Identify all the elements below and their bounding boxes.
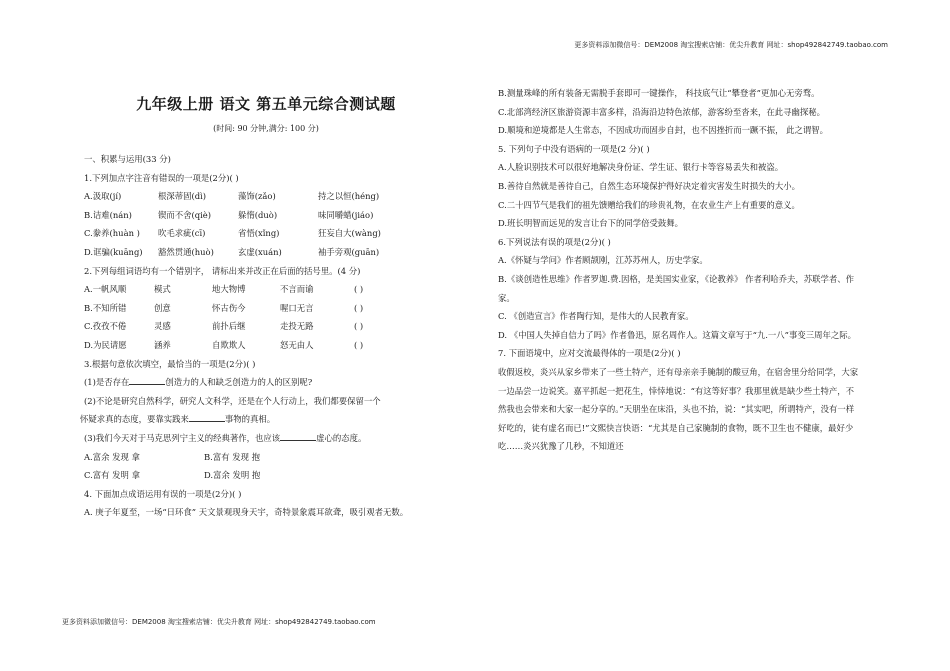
q6-option-c: C. 《创造宣言》作者陶行知，是伟大的人民教育家。 <box>498 311 694 322</box>
q2-a-answer-blank[interactable]: ( ) <box>354 284 364 295</box>
footer-watermark-note: 更多资料添加微信号：DEM2008 淘宝搜索店铺：优尖升教育 网址：shop492842749.taobao.com <box>62 618 376 626</box>
left-column <box>80 90 440 522</box>
q1-option-row <box>80 224 440 243</box>
q2-d-2: 涵养 <box>154 339 171 350</box>
q5-option-c: C.二十四节气是我们的祖先馈赠给我们的珍贵礼物，在农业生产上有重要的意义。 <box>498 199 800 210</box>
q1-b-4: 味同嚼蜡(jiáo) <box>318 209 374 220</box>
q4-stem: 4. 下面加点成语运用有误的一项是(2分)( ) <box>84 488 242 499</box>
q6-option-a: A.《怀疑与学问》作者顾颉刚，江苏苏州人，历史学家。 <box>498 255 708 266</box>
exam-time-score: (时间: 90 分钟,满分: 100 分) <box>213 124 319 133</box>
q1-c-3: 省悟(xǐng) <box>238 228 280 239</box>
q7-passage: 收假返校，炎兴从家乡带来了一些土特产，还有母亲亲手腌制的酸豆角，在宿舍里分给同学，大家一边品尝一边说笑。嘉平抓起一把花生，悻悻地说：“有这等好事？我那里就是缺少些土特产，不然我也会带来和大家一起分享的。”天朋坐在床沿，头也不抬，说：“其实吧，所谓特产，没有一样好吃的，徒有虚名而已!”文熙快言快语：“尤其是自己家腌制的食物，既不卫生也不健康，最好少吃……炎兴犹豫了几秒，不知道还 <box>498 366 859 452</box>
q2-b-1: B.不知所错 <box>84 302 127 313</box>
q2-a-3: 地大物博 <box>212 284 246 295</box>
q1-c-4: 狂妄自大(wàng) <box>318 228 381 239</box>
q1-c-1: C.豢养(huàn ) <box>84 228 140 239</box>
q3-stem: 3.根据句意依次填空，最恰当的一项是(2分)( ) <box>84 358 256 369</box>
q6-stem: 6.下列说法有误的项是(2分)( ) <box>498 236 611 247</box>
q3-sentence-2-cont <box>80 410 440 429</box>
q3-option-b: B.富有 发现 抱 <box>204 451 261 462</box>
q2-a-1: A.一帆风顺 <box>84 284 127 295</box>
q4-option-b: B.测量珠峰的所有装备无需脱手套即可一键操作， 科技底气让“攀登者”更加心无旁骛。 <box>498 88 820 98</box>
q2-b-3: 怀古伤今 <box>212 302 246 313</box>
section-heading: 一、积累与运用(33 分) <box>84 154 171 164</box>
q1-a-4: 持之以恒(héng) <box>318 191 380 202</box>
q3-blank-1[interactable] <box>129 375 165 385</box>
q1-d-3: 玄虚(xuán) <box>238 246 282 257</box>
q2-stem: 2.下列每组词语均有一个错别字， 请标出来并改正在后面的括号里。(4 分) <box>84 265 361 276</box>
q2-option-row <box>80 317 440 336</box>
q5-option-a: A.人脸识别技术可以很好地解决身份证、学生证、银行卡等容易丢失和被盗。 <box>498 162 784 173</box>
q3-option-d: D.富余 发明 抱 <box>204 470 261 481</box>
q1-b-2: 锲而不舍(qiè) <box>158 209 212 220</box>
q1-d-2: 豁然贯通(huò) <box>158 246 214 257</box>
q2-option-row <box>80 280 440 299</box>
q3-options-row <box>80 448 440 467</box>
page-title: 九年级上册 语文 第五单元综合测试题 <box>136 95 396 113</box>
q1-a-3: 藻饰(zǎo) <box>238 191 276 202</box>
q1-option-row <box>80 243 440 262</box>
q3-sentence-2: (2)不论是研究自然科学，研究人文科学，还是在个人行动上，我们都要保留一个 <box>84 395 381 406</box>
q1-option-row <box>80 187 440 206</box>
q3-s1-end: 创造力的人和缺乏创造力的人的区别呢? <box>165 377 313 388</box>
q3-sentence-1 <box>80 373 440 392</box>
q2-a-2: 模式 <box>154 284 171 295</box>
q6-option-d: D. 《中国人失掉自信力了吗》作者鲁迅，原名周作人。这篇文章写于“九.一八”事变三周年之际。 <box>498 329 856 340</box>
q3-blank-2[interactable] <box>189 412 225 422</box>
q3-s2-mid: 怀疑求真的态度，要靠实践来 <box>80 414 189 425</box>
q3-s3-start: (3)我们今天对于马克思列宁主义的经典著作，也应该 <box>84 432 281 443</box>
q2-option-row <box>80 336 440 355</box>
q4-option-a: A. 庚子年夏至，一场“日环食” 天文景观现身天宇，奇特景象震耳欲聋，吸引观者无数。 <box>84 507 409 518</box>
q2-d-1: D.为民请愿 <box>84 339 127 350</box>
q1-d-1: D.诓骗(kuāng) <box>84 246 143 257</box>
q2-d-answer-blank[interactable]: ( ) <box>354 339 364 350</box>
header-watermark-note: 更多资料添加微信号：DEM2008 淘宝搜索店铺：优尖升教育 网址：shop492842749.taobao.com <box>574 41 888 49</box>
q2-d-4: 怒无由人 <box>280 339 314 350</box>
q2-c-3: 前扑后继 <box>212 321 246 332</box>
right-column <box>494 84 859 456</box>
q1-a-1: A.汲取(jí) <box>84 191 122 202</box>
q2-d-3: 自欺欺人 <box>212 339 246 350</box>
q1-b-3: 躲惰(duò) <box>238 209 278 220</box>
q1-c-2: 吹毛求疵(cī) <box>158 228 206 239</box>
q3-options-row <box>80 466 440 485</box>
q2-c-1: C.孜孜不倦 <box>84 321 127 332</box>
q7-stem: 7. 下面语境中，应对交流最得体的一项是(2分)( ) <box>498 348 681 359</box>
q2-option-row <box>80 299 440 318</box>
q1-option-row <box>80 206 440 225</box>
q3-option-a: A.富余 发现 拿 <box>84 451 140 462</box>
q6-option-b: B.《谈创造性思维》作者罗迦.费.因格，是美国实业家，《论教养》 作者利哈乔夫，苏联学者、作家。 <box>498 273 854 303</box>
q4-option-d: D.顺境和逆境都是人生常态，不因成功而固步自封，也不因挫折而一蹶不振， 此之谓智。 <box>498 125 828 136</box>
q2-c-answer-blank[interactable]: ( ) <box>354 321 364 332</box>
q2-a-4: 不言而谕 <box>280 284 314 295</box>
q3-s1-start: (1)是否存在 <box>84 377 130 388</box>
q1-d-4: 袖手旁观(guān) <box>318 246 380 257</box>
q3-s3-end: 虚心的态度。 <box>316 432 367 443</box>
q5-stem: 5. 下列句子中没有语病的一项是(2 分)( ) <box>498 143 650 154</box>
q2-b-2: 创意 <box>154 302 171 313</box>
q4-option-c: C.北部湾经济区旅游资源丰富多样，沿海沿边特色浓郁，游客纷至沓来，在此寻幽探秘。 <box>498 106 826 117</box>
q3-sentence-3 <box>80 429 440 448</box>
q3-option-c: C.富有 发明 拿 <box>84 470 140 481</box>
q1-a-2: 根深蒂固(dì) <box>158 191 207 202</box>
q2-c-2: 灵感 <box>154 321 171 332</box>
q3-blank-3[interactable] <box>280 431 316 441</box>
q1-b-1: B.诘难(nán) <box>84 209 132 220</box>
q5-option-b: B.善待自然就是善待自己，自然生态环境保护得好决定着灾害发生时损失的大小。 <box>498 180 800 191</box>
q2-c-4: 走投无路 <box>280 321 314 332</box>
q3-s2-end: 事物的真相。 <box>224 414 276 425</box>
q2-b-answer-blank[interactable]: ( ) <box>354 302 364 313</box>
q5-option-d: D.班长明智而远见的发言让台下的同学倍受鼓舞。 <box>498 218 683 229</box>
q1-stem: 1.下列加点字注音有错误的一项是(2分)( ) <box>84 172 239 183</box>
q2-b-4: 喔口无言 <box>280 302 314 313</box>
